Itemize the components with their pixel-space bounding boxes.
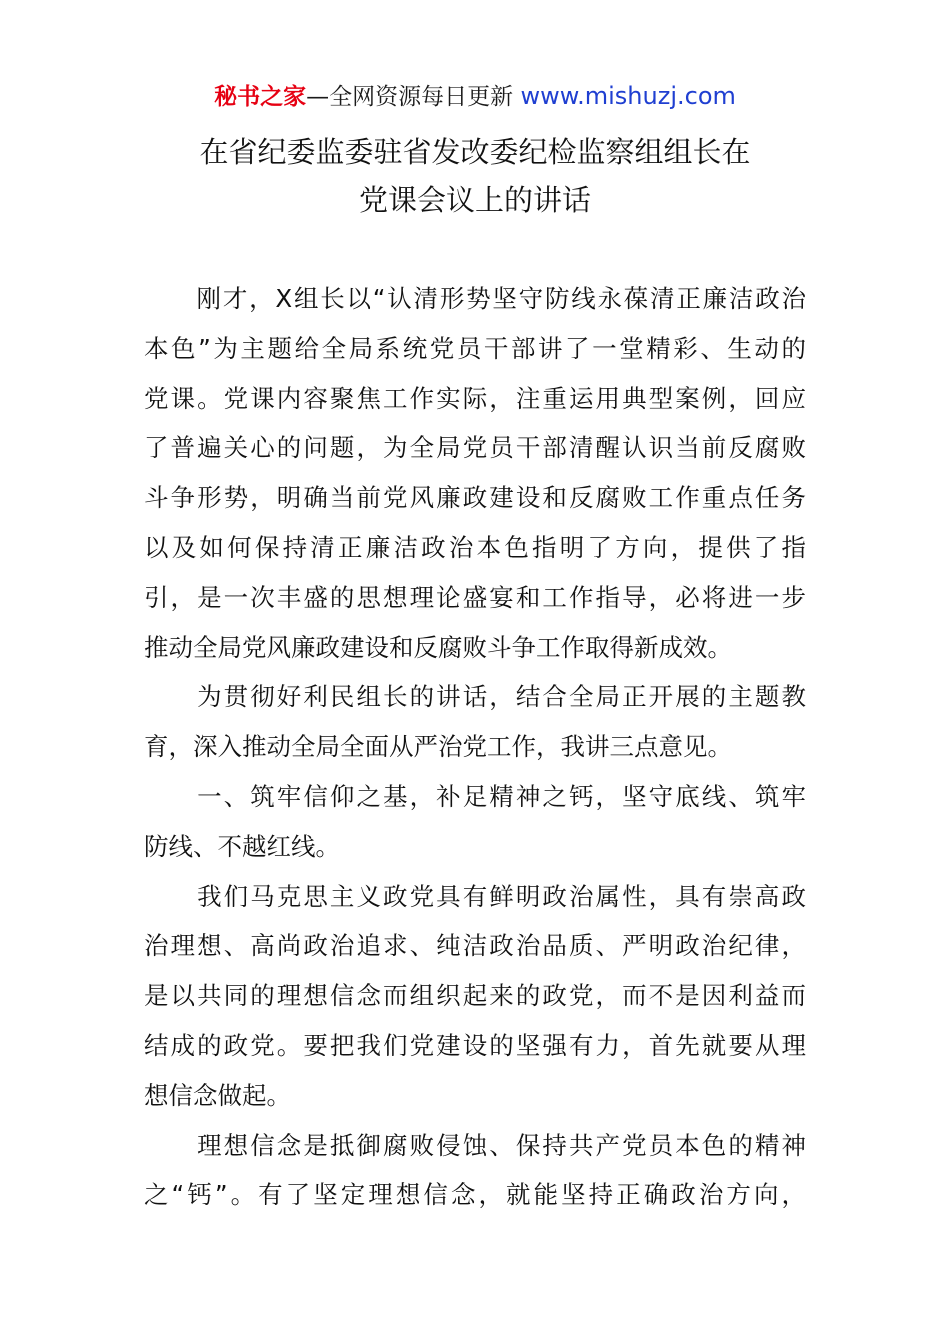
text-line: 我们马克思主义政党具有鲜明政治属性，具有崇高政 <box>144 881 806 911</box>
text-line: 防线、不越红线。 <box>144 831 340 861</box>
title-line-2: 党课会议上的讲话 <box>358 183 591 217</box>
title-line-1: 在省纪委监委驻省发改委纪检监察组组长在 <box>199 135 751 169</box>
site-url-link[interactable]: www.mishuzj.com <box>520 82 736 110</box>
text-line: 之“钙”。有了坚定理想信念，就能坚持正确政治方向， <box>144 1180 806 1210</box>
text-line: 斗争形势，明确当前党风廉政建设和反腐败工作重点任务 <box>144 483 806 513</box>
text-line: 推动全局党风廉政建设和反腐败斗争工作取得新成效。 <box>144 632 732 662</box>
text-line: 理想信念是抵御腐败侵蚀、保持共产党员本色的精神 <box>144 1130 806 1160</box>
text-line: 以及如何保持清正廉洁政治本色指明了方向，提供了指 <box>144 532 806 562</box>
watermark-header <box>0 80 950 113</box>
text-line: 引，是一次丰盛的思想理论盛宴和工作指导，必将进一步 <box>144 582 806 612</box>
header-tagline: —全网资源每日更新 <box>306 84 521 110</box>
text-line: 治理想、高尚政治追求、纯洁政治品质、严明政治纪律， <box>144 931 806 961</box>
text-line: 结成的政党。要把我们党建设的坚强有力，首先就要从理 <box>144 1030 806 1060</box>
text-line: 了普遍关心的问题，为全局党员干部清醒认识当前反腐败 <box>144 433 806 463</box>
document-title <box>0 128 950 224</box>
text-line: 育，深入推动全局全面从严治党工作，我讲三点意见。 <box>144 732 732 762</box>
brand-name: 秘书之家 <box>214 84 307 110</box>
body-text <box>144 274 806 1220</box>
text-line: 为贯彻好利民组长的讲话，结合全局正开展的主题教 <box>144 682 806 712</box>
text-line: 刚才，X组长以“认清形势坚守防线永葆清正廉洁政治 <box>144 284 806 313</box>
text-line: 一、筑牢信仰之基，补足精神之钙，坚守底线、筑牢 <box>144 781 806 811</box>
text-line: 党课。党课内容聚焦工作实际，注重运用典型案例，回应 <box>144 383 806 413</box>
text-line: 是以共同的理想信念而组织起来的政党，而不是因利益而 <box>144 981 806 1011</box>
text-line: 本色”为主题给全局系统党员干部讲了一堂精彩、生动的 <box>144 333 806 363</box>
text-line: 想信念做起。 <box>144 1080 291 1110</box>
